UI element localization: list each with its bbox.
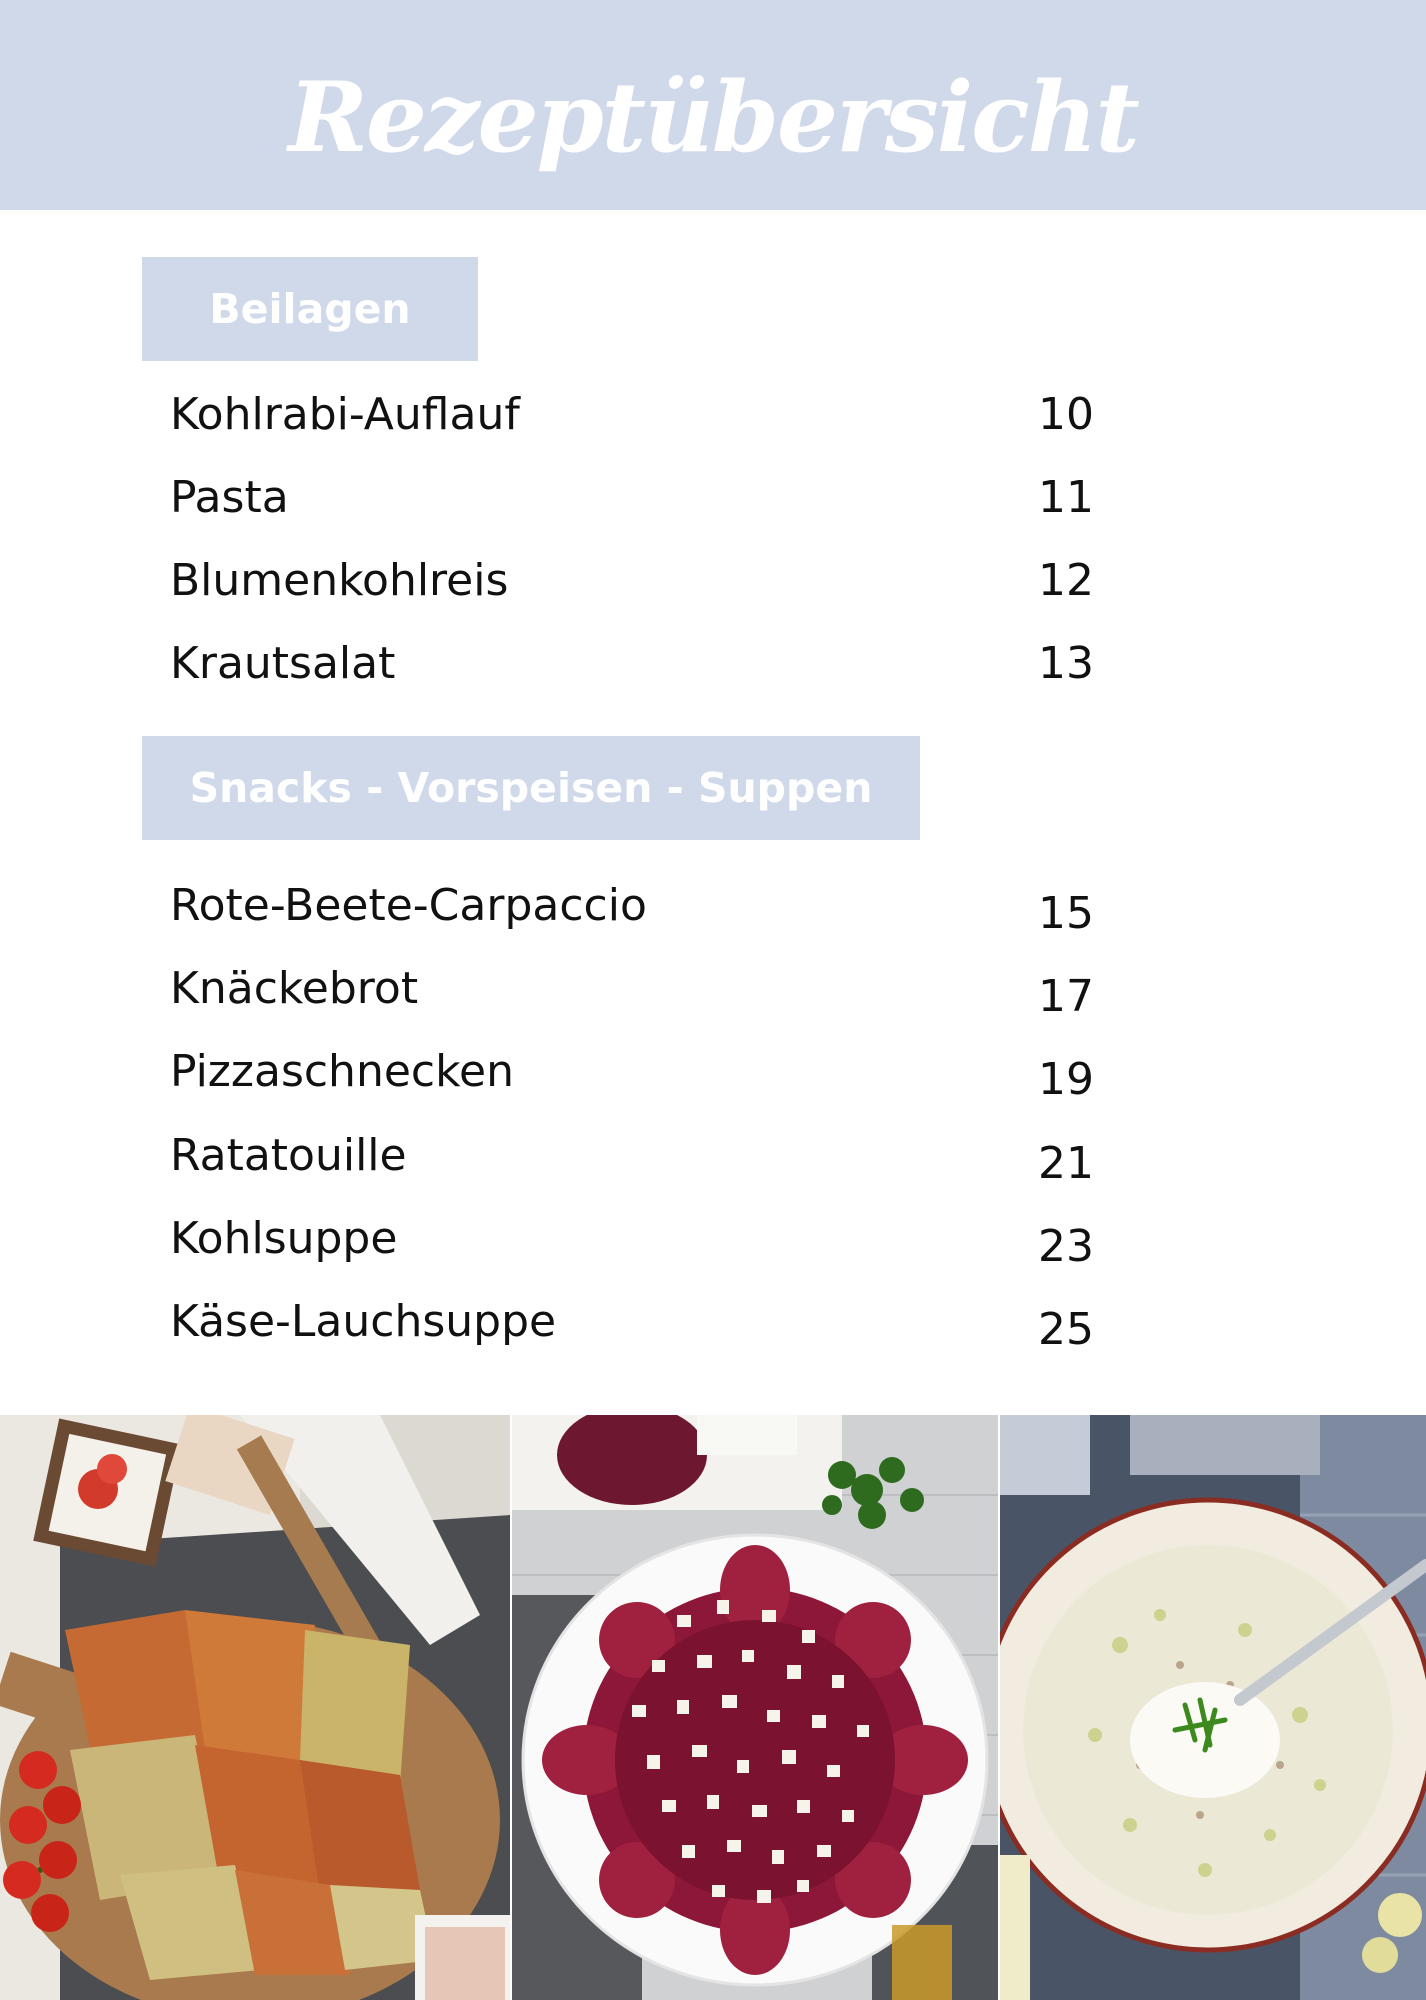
entry-page-number[interactable]: 10 [1038, 389, 1094, 440]
section-heading-beilagen: Beilagen [142, 257, 478, 361]
entry-page-number[interactable]: 25 [1038, 1304, 1094, 1355]
entry-name[interactable]: Knäckebrot [170, 963, 419, 1014]
entry-name[interactable]: Kohlsuppe [170, 1213, 398, 1264]
entry-page-number[interactable]: 21 [1038, 1138, 1094, 1189]
photo-kaese-lauchsuppe [1000, 1415, 1426, 2000]
entry-name[interactable]: Pasta [170, 472, 289, 523]
entry-name[interactable]: Ratatouille [170, 1130, 407, 1181]
entry-name[interactable]: Käse-Lauchsuppe [170, 1296, 557, 1347]
photo-knaeckebrot [0, 1415, 510, 2000]
entry-page-number[interactable]: 13 [1038, 638, 1094, 689]
entry-name[interactable]: Rote-Beete-Carpaccio [170, 880, 647, 931]
entry-page-number[interactable]: 12 [1038, 555, 1094, 606]
entry-page-number[interactable]: 15 [1038, 888, 1094, 939]
entry-name[interactable]: Blumenkohlreis [170, 555, 509, 606]
entry-page-number[interactable]: 19 [1038, 1054, 1094, 1105]
entry-page-number[interactable]: 17 [1038, 971, 1094, 1022]
section-heading-snacks: Snacks - Vorspeisen - Suppen [142, 736, 920, 840]
entry-name[interactable]: Pizzaschnecken [170, 1046, 514, 1097]
entry-name[interactable]: Krautsalat [170, 638, 396, 689]
photo-rote-beete-carpaccio [512, 1415, 998, 2000]
entry-page-number[interactable]: 23 [1038, 1221, 1094, 1272]
page-title: Rezeptübersicht [288, 61, 1138, 174]
entry-page-number[interactable]: 11 [1038, 472, 1094, 523]
entry-name[interactable]: Kohlrabi-Auflauf [170, 389, 520, 440]
